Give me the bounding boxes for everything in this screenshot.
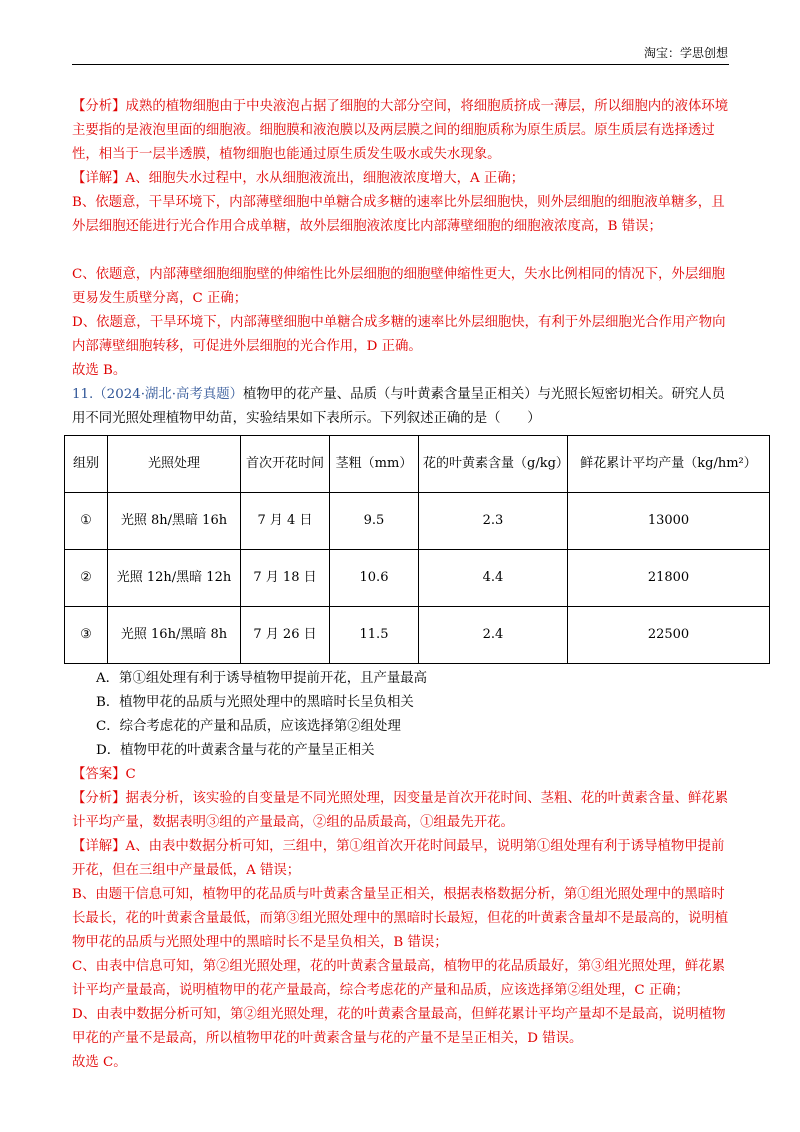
table-row bbox=[65, 493, 770, 550]
table-cell: ① bbox=[65, 493, 108, 550]
table-cell: 13000 bbox=[568, 493, 770, 550]
table-cell: 光照 8h/黑暗 16h bbox=[108, 493, 241, 550]
header-cell: 光照处理 bbox=[108, 436, 241, 493]
table-cell: ③ bbox=[65, 607, 108, 664]
header-cell: 组别 bbox=[65, 436, 108, 493]
question-stem bbox=[72, 383, 729, 431]
answer-detail-c: C、由表中信息可知，第②组光照处理，花的叶黄素含量最高，植物甲的花品质最好，第③组光照处理，鲜花累计平均产量最高，说明植物甲的花产量最高，综合考虑花的产量和品质，应该选择第②组处理，C 正确； bbox=[72, 959, 725, 998]
answer-analysis: 【分析】据表分析，该实验的自变量是不同光照处理，因变量是首次开花时间、茎粗、花的叶黄素含量、鲜花累计平均产量，数据表明③组的产量最高，②组的品质最高，①组最先开花。 bbox=[72, 791, 729, 830]
header-cell: 首次开花时间 bbox=[241, 436, 330, 493]
table-row bbox=[65, 607, 770, 664]
prev-detail-d: D、依题意，干旱环境下，内部薄壁细胞中单糖合成多糖的速率比外层细胞快，有利于外层细胞光合作用产物向内部薄壁细胞转移，可促进外层细胞的光合作用，D 正确。 bbox=[72, 315, 726, 354]
prev-detail-c: C、依题意，内部薄壁细胞细胞壁的伸缩性比外层细胞的细胞壁伸缩性更大，失水比例相同的情况下，外层细胞更易发生质壁分离，C 正确； bbox=[72, 267, 725, 306]
table-cell: 7 月 26 日 bbox=[241, 607, 330, 664]
answer-detail-b: B、由题干信息可知，植物甲的花品质与叶黄素含量呈正相关，根据表格数据分析，第①组光照处理中的黑暗时长最长，花的叶黄素含量最低，而第③组光照处理中的黑暗时长最短，但花的叶黄素含量却不是最高的，说明植物甲花的品质与光照处理中的黑暗时长不是呈负相关，B 错误； bbox=[72, 887, 729, 950]
answer-conclusion: 故选 C。 bbox=[72, 1055, 127, 1070]
question-number: 11. bbox=[72, 387, 94, 402]
page-content bbox=[72, 95, 757, 1075]
table-cell: 22500 bbox=[568, 607, 770, 664]
answer-detail-d: D、由表中数据分析可知，第②组光照处理，花的叶黄素含量最高，但鲜花累计平均产量却不是最高，说明植物甲花的产量不是最高，所以植物甲花的叶黄素含量与花的产量不是呈正相关，D 错误。 bbox=[72, 1007, 726, 1046]
header-cell: 花的叶黄素含量（g/kg） bbox=[419, 436, 568, 493]
table-cell: 4.4 bbox=[419, 550, 568, 607]
table-cell: 光照 16h/黑暗 8h bbox=[108, 607, 241, 664]
table-cell: 10.6 bbox=[330, 550, 419, 607]
header-cell: 茎粗（mm） bbox=[330, 436, 419, 493]
table-cell: 9.5 bbox=[330, 493, 419, 550]
table-cell: 11.5 bbox=[330, 607, 419, 664]
table-cell: 2.4 bbox=[419, 607, 568, 664]
result-table bbox=[64, 435, 770, 664]
prev-analysis: 【分析】成熟的植物细胞由于中央液泡占据了细胞的大部分空间，将细胞质挤成一薄层，所以细胞内的液体环境主要指的是液泡里面的细胞液。细胞膜和液泡膜以及两层膜之间的细胞质称为原生质层。原生质层有选择透过性，相当于一层半透膜，植物细胞也能通过原生质发生吸水或失水现象。 bbox=[72, 99, 729, 162]
header-rule bbox=[72, 64, 729, 65]
prev-detail-a: 【详解】A、细胞失水过程中，水从细胞液流出，细胞液浓度增大，A 正确； bbox=[72, 171, 525, 186]
option-c: C．综合考虑花的产量和品质，应该选择第②组处理 bbox=[96, 719, 401, 734]
header-text: 淘宝：学思创想 bbox=[643, 46, 728, 60]
spacer bbox=[72, 239, 729, 263]
option-a: A．第①组处理有利于诱导植物甲提前开花，且产量最高 bbox=[96, 671, 428, 686]
prev-conclusion: 故选 B。 bbox=[72, 363, 127, 378]
table-cell: 21800 bbox=[568, 550, 770, 607]
prev-detail-b: B、依题意，干旱环境下，内部薄壁细胞中单糖合成多糖的速率比外层细胞快，则外层细胞的细胞液单糖多，且外层细胞还能进行光合作用合成单糖，故外层细胞液浓度比内部薄壁细胞的细胞液浓度高，B 错误； bbox=[72, 195, 725, 234]
table-cell: 光照 12h/黑暗 12h bbox=[108, 550, 241, 607]
option-b: B．植物甲花的品质与光照处理中的黑暗时长呈负相关 bbox=[96, 695, 414, 710]
answer-label: 【答案】C bbox=[72, 767, 136, 782]
answer-detail-a: 【详解】A、由表中数据分析可知，三组中，第①组首次开花时间最早，说明第①组处理有利于诱导植物甲提前开花，但在三组中产量最低，A 错误； bbox=[72, 839, 725, 878]
table-cell: 7 月 4 日 bbox=[241, 493, 330, 550]
header-cell: 鲜花累计平均产量（kg/hm²） bbox=[568, 436, 770, 493]
option-d: D．植物甲花的叶黄素含量与花的产量呈正相关 bbox=[96, 743, 375, 758]
table-cell: 2.3 bbox=[419, 493, 568, 550]
table-row bbox=[65, 550, 770, 607]
question-text: 植物甲的花产量、品质（与叶黄素含量呈正相关）与光照长短密切相关。研究人员用不同光照处理植物甲幼苗，实验结果如下表所示。下列叙述正确的是（ ） bbox=[72, 387, 726, 426]
table-header-row bbox=[65, 436, 770, 493]
table-cell: ② bbox=[65, 550, 108, 607]
table-cell: 7 月 18 日 bbox=[241, 550, 330, 607]
question-source: （2024·湖北·高考真题） bbox=[93, 387, 244, 402]
